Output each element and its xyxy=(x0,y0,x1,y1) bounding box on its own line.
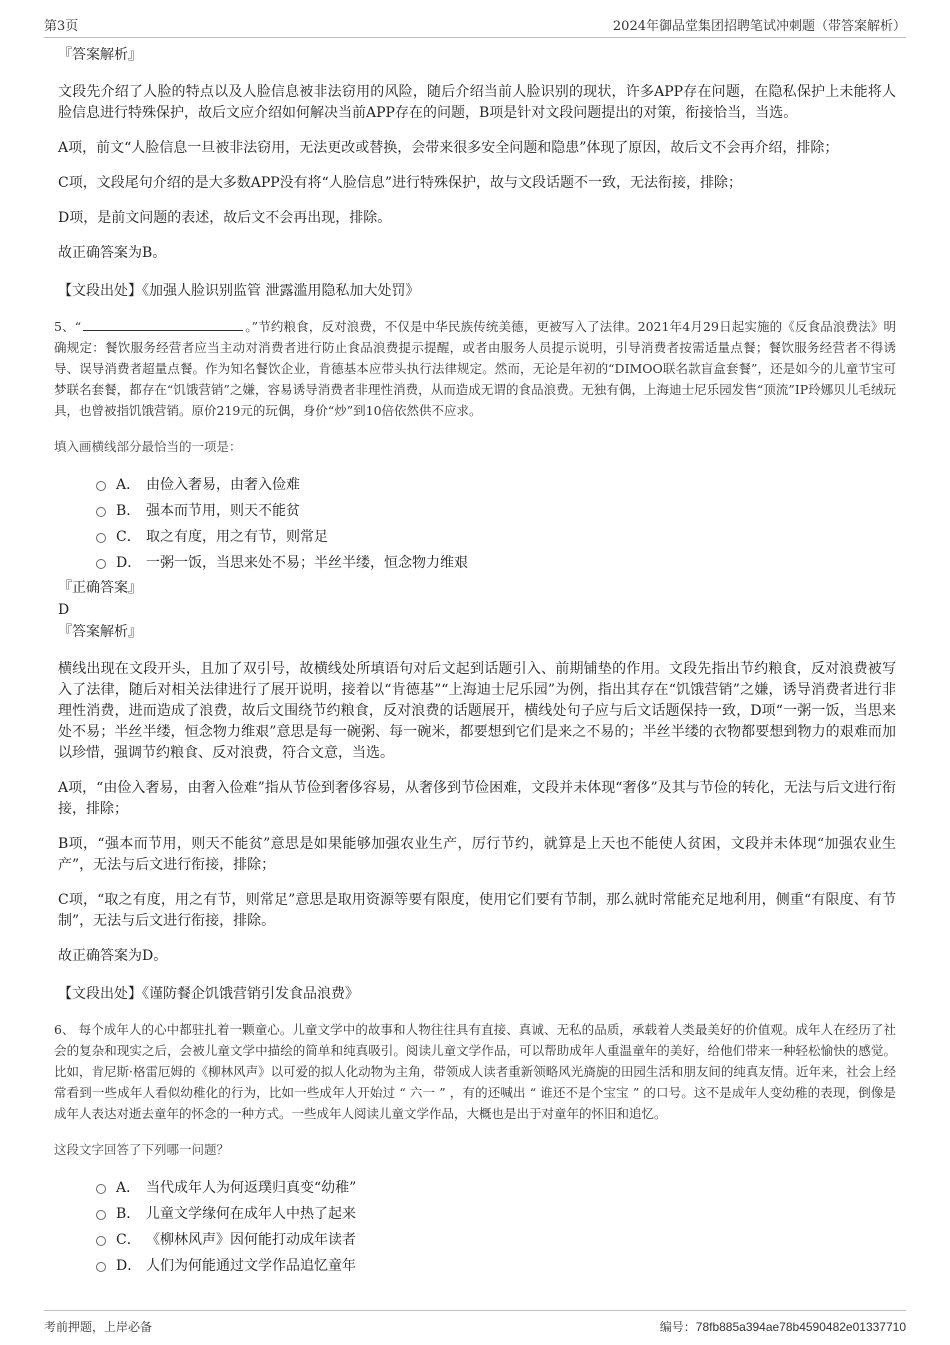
analysis-paragraph: B项，“强本而节用，则天不能贫”意思是如果能够加强农业生产，厉行节约，就算是上天也不能使人贫困，文段并未体现“加强农业生产”，无法与后文进行衔接，排除； xyxy=(58,836,896,873)
analysis-label: 『答案解析』 xyxy=(58,47,142,63)
question-5-options xyxy=(96,471,896,575)
fill-blank-line xyxy=(83,318,243,331)
radio-icon[interactable] xyxy=(96,533,106,543)
question-number: 5、“ xyxy=(54,319,82,334)
option-text: 当代成年人为何返璞归真变“幼稚” xyxy=(146,1180,357,1196)
option-text: 强本而节用，则天不能贫 xyxy=(146,503,300,519)
option-letter: C． xyxy=(116,529,141,545)
analysis-paragraph: D项，是前文问题的表述，故后文不会再出现，排除。 xyxy=(58,210,392,226)
option-text: 人们为何能通过文学作品追忆童年 xyxy=(146,1258,356,1274)
question-6-stem: 6、 每个成年人的心中都驻扎着一颗童心。儿童文学中的故事和人物往往具有直接、真诚、无私的品质，承载着人类最美好的价值观。成年人在经历了社会的复杂和现实之后，会被儿童文学中描绘的简单和纯真吸引。阅读儿童文学作品，可以帮助成年人重温童年的美好，给他们带来一种轻松愉快的感觉。比如，肯尼斯·格雷厄姆的《柳林风声》以可爱的拟人化动物为主角，带领成人读者重新领略风光旖旎的田园生活和朋友间的纯真友情。近年来，社会上经常看到一些成年人看似幼稚化的行为，比如一些成年人开始过 “ 六一 ” ，有的还喊出 “ 谁还不是个宝宝 ” 的口号。这不是成年人变幼稚的表现，倒像是成年人表达对逝去童年的怀念的一种方式。一些成年人阅读儿童文学作品，大概也是出于对童年的怀旧和追忆。 xyxy=(54,1022,896,1121)
radio-icon[interactable] xyxy=(96,1236,106,1246)
page-footer xyxy=(44,1310,906,1335)
page-content xyxy=(54,44,896,1278)
document-id-value: 78fb885a394ae78b4590482e01337710 xyxy=(695,1320,906,1334)
question-6-options xyxy=(96,1174,896,1278)
analysis-paragraph: A项，前文“人脸信息一旦被非法窃用，无法更改或替换，会带来很多安全问题和隐患”体现了原因，故后文不会再介绍，排除； xyxy=(58,140,839,156)
page-number: 第3页 xyxy=(44,19,79,34)
radio-icon[interactable] xyxy=(96,481,106,491)
option-d[interactable] xyxy=(96,1252,896,1278)
page-header xyxy=(44,12,906,38)
option-text: 由俭入奢易，由奢入俭难 xyxy=(146,477,300,493)
option-c[interactable] xyxy=(96,1226,896,1252)
question-prompt: 这段文字回答了下列哪一问题？ xyxy=(54,1142,230,1157)
radio-icon[interactable] xyxy=(96,559,106,569)
option-a[interactable] xyxy=(96,1174,896,1200)
option-letter: A． xyxy=(116,1180,141,1196)
option-text: 一粥一饭，当思来处不易；半丝半缕，恒念物力维艰 xyxy=(146,555,468,571)
option-letter: D． xyxy=(116,555,142,571)
correct-answer: D xyxy=(58,602,70,618)
option-a[interactable] xyxy=(96,471,896,497)
option-d[interactable] xyxy=(96,549,896,575)
analysis-paragraph: C项，文段尾句介绍的是大多数APP没有将“人脸信息”进行特殊保护，故与文段话题不一致，无法衔接，排除； xyxy=(58,175,742,191)
analysis-paragraph: 故正确答案为B。 xyxy=(58,245,167,261)
analysis-paragraph: 文段先介绍了人脸的特点以及人脸信息被非法窃用的风险，随后介绍当前人脸识别的现状，许多APP存在问题，在隐私保护上未能将人脸信息进行特殊保护，故后文应介绍如何解决当前APP存在的问题，B项是针对文段问题提出的对策，衔接恰当，当选。 xyxy=(58,84,896,121)
radio-icon[interactable] xyxy=(96,1184,106,1194)
question-text: 。”节约粮食，反对浪费，不仅是中华民族传统美德，更被写入了法律。2021年4月29日起实施的《反食品浪费法》明确规定：餐饮服务经营者应当主动对消费者进行防止食品浪费提示提醒，或者由服务人员提示说明，引导消费者按需适量点餐；餐饮服务经营者不得诱导、误导消费者超量点餐。作为知名餐饮企业，肯德基本应带头执行法律规定。然而，无论是年初的“DIMOO联名款盲盒套餐”，还是如今的儿童节宝可梦联名套餐，都存在“饥饿营销”之嫌，容易诱导消费者非理性消费，从而造成无谓的食品浪费。无独有偶，上海迪士尼乐园发售“顶流”IP玲娜贝儿毛绒玩具，也曾被指饥饿营销。原价219元的玩偶，身价“炒”到10倍依然供不应求。 xyxy=(54,319,896,418)
correct-answer-label: 『正确答案』 xyxy=(58,580,142,596)
option-letter: D． xyxy=(116,1258,142,1274)
analysis-paragraph: 故正确答案为D。 xyxy=(58,948,168,964)
analysis-label: 『答案解析』 xyxy=(58,624,142,640)
option-letter: C． xyxy=(116,1232,141,1248)
option-letter: B． xyxy=(116,1206,141,1222)
option-text: 《柳林风声》因何能打动成年读者 xyxy=(146,1232,356,1248)
radio-icon[interactable] xyxy=(96,507,106,517)
radio-icon[interactable] xyxy=(96,1210,106,1220)
passage-source: 【文段出处】《谨防餐企饥饿营销引发食品浪费》 xyxy=(58,986,359,1002)
analysis-paragraph: 横线出现在文段开头，且加了双引号，故横线处所填语句对后文起到话题引入、前期铺垫的作用。文段先指出节约粮食，反对浪费被写入了法律，随后对相关法律进行了展开说明，接着以“肯德基”“上海迪士尼乐园”为例，指出其存在“饥饿营销”之嫌，诱导消费者进行非理性消费，进而造成了浪费，故后文围绕节约粮食，反对浪费的话题展开，横线处句子应与后文话题保持一致，D项“一粥一饭，当思来处不易；半丝半缕，恒念物力维艰”意思是每一碗粥、每一碗米，都要想到它们是来之不易的；半丝半缕的衣物都要想到物力的艰难而加以珍惜，强调节约粮食、反对浪费，符合文意，当选。 xyxy=(58,661,896,761)
document-title: 2024年御品堂集团招聘笔试冲刺题（带答案解析） xyxy=(612,19,906,34)
question-prompt: 填入画横线部分最恰当的一项是： xyxy=(54,439,242,454)
question-5-stem xyxy=(54,316,896,421)
option-c[interactable] xyxy=(96,523,896,549)
document-id xyxy=(660,1318,906,1335)
analysis-paragraph: A项，“由俭入奢易，由奢入俭难”指从节俭到奢侈容易，从奢侈到节俭困难，文段并未体现“奢侈”及其与节俭的转化，无法与后文进行衔接，排除； xyxy=(58,780,896,817)
option-b[interactable] xyxy=(96,497,896,523)
option-text: 取之有度，用之有节，则常足 xyxy=(146,529,328,545)
passage-source: 【文段出处】《加强人脸识别监管 泄露滥用隐私加大处罚》 xyxy=(58,283,420,299)
analysis-paragraph: C项，“取之有度，用之有节，则常足”意思是取用资源等要有限度，使用它们要有节制，那么就时常能充足地利用，侧重“有限度、有节制”，无法与后文进行衔接，排除。 xyxy=(58,892,896,929)
option-letter: A． xyxy=(116,477,141,493)
footer-slogan: 考前押题，上岸必备 xyxy=(44,1320,153,1334)
option-b[interactable] xyxy=(96,1200,896,1226)
radio-icon[interactable] xyxy=(96,1262,106,1272)
document-id-label: 编号： xyxy=(659,1320,696,1334)
option-letter: B． xyxy=(116,503,141,519)
option-text: 儿童文学缘何在成年人中热了起来 xyxy=(146,1206,356,1222)
